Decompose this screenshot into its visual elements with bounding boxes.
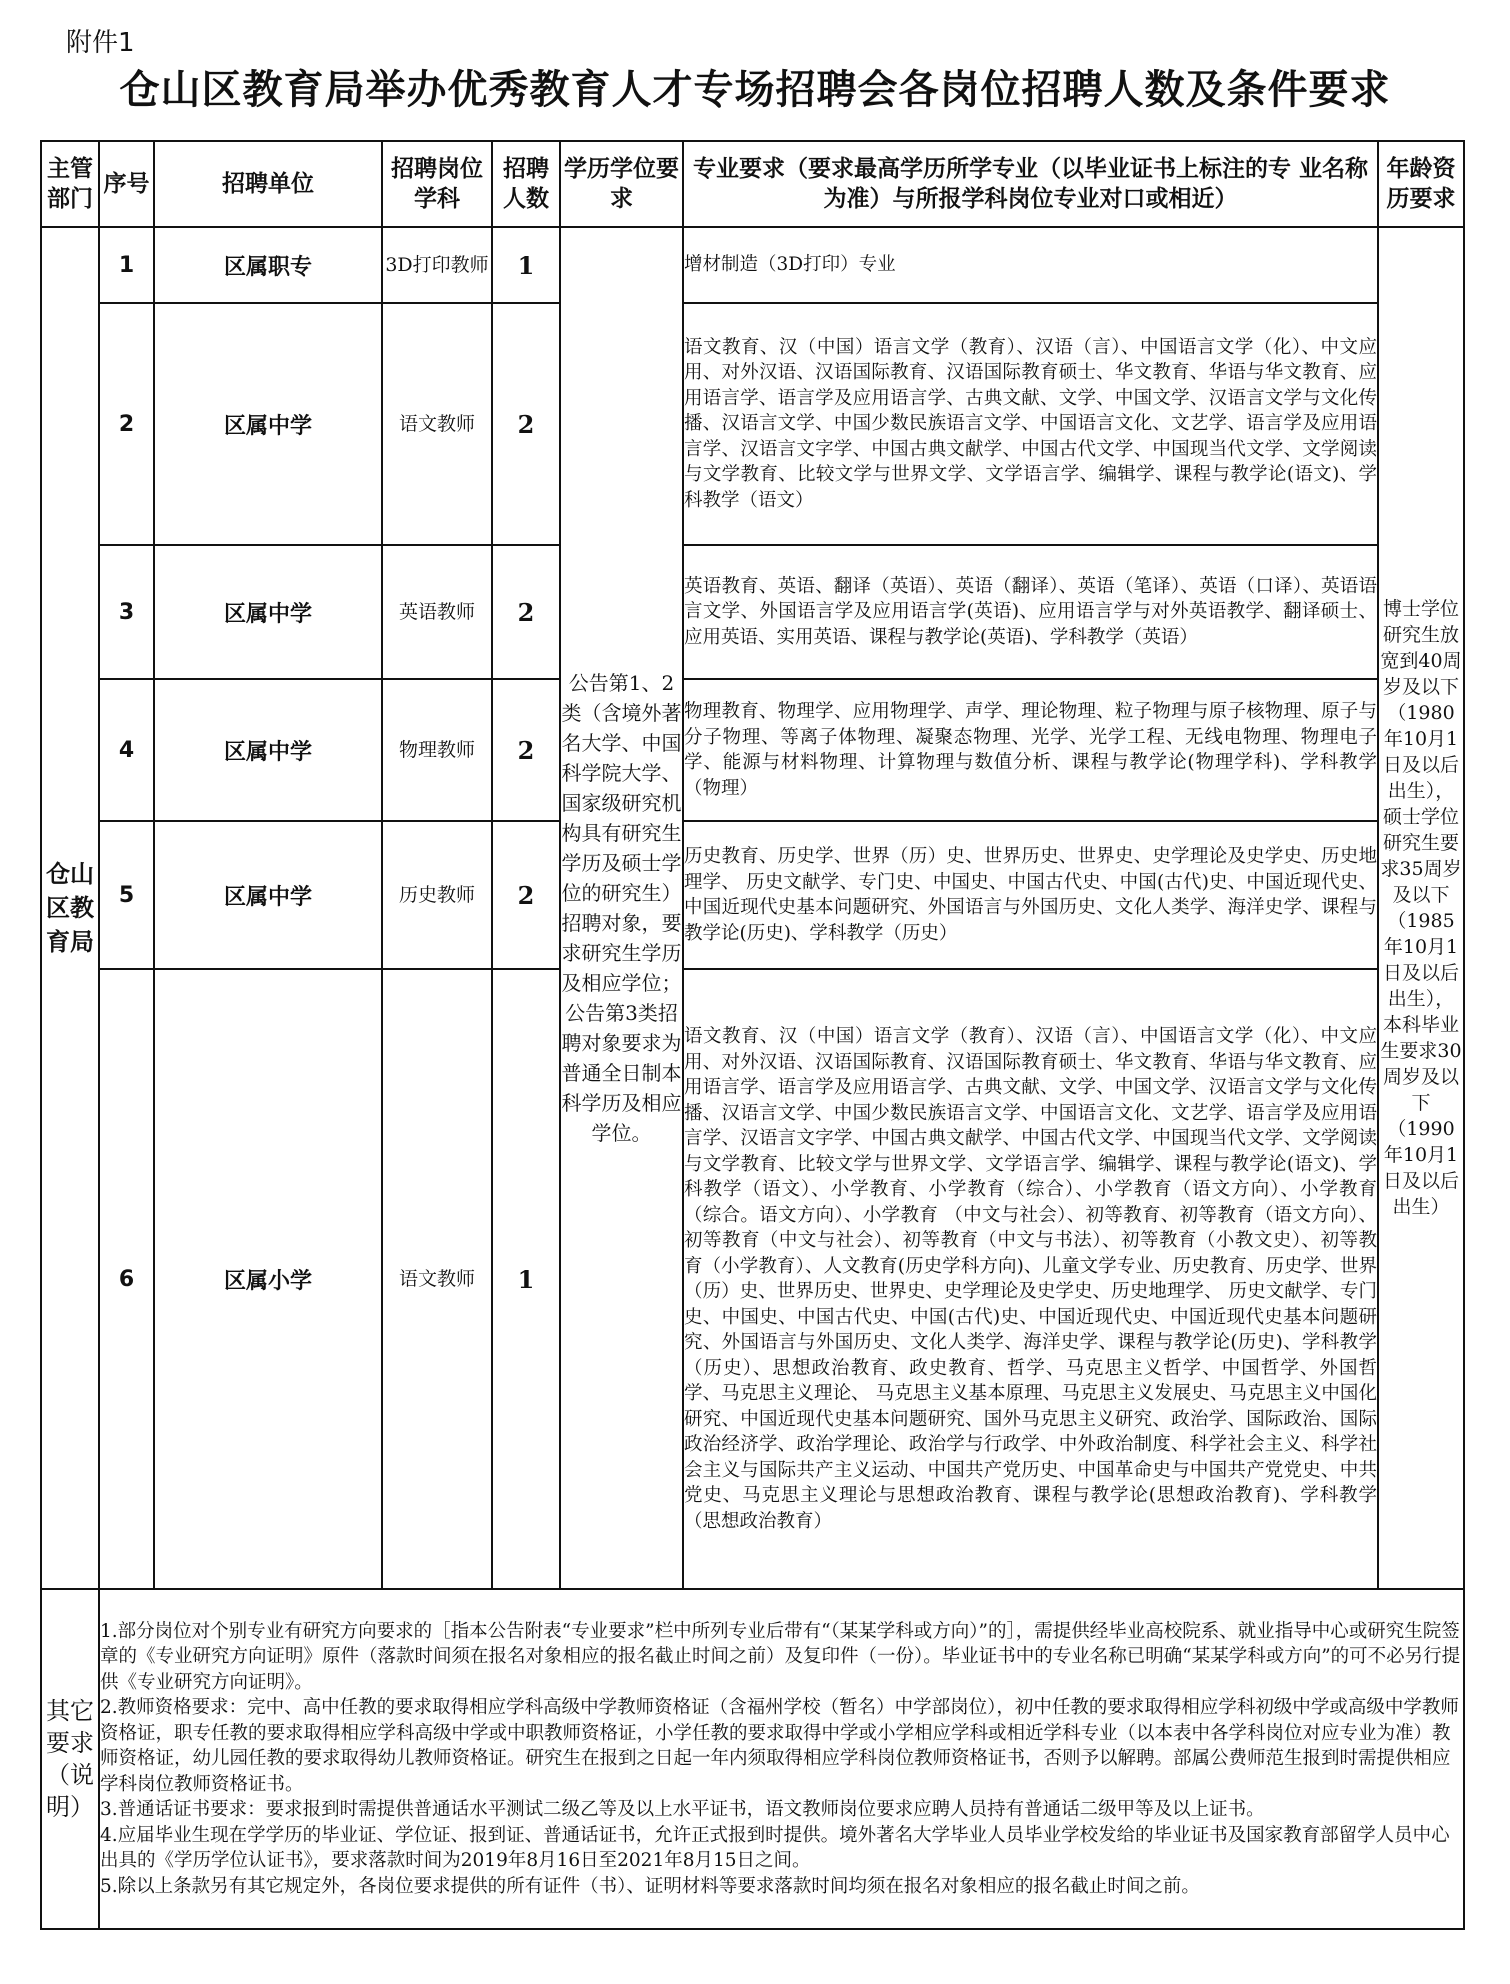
header-subject: 招聘岗位学科: [382, 141, 492, 227]
note-item: 2.教师资格要求：完中、高中任教的要求取得相应学科高级中学教师资格证（含福州学校（暂名）中学部岗位），初中任教的要求取得相应学科初级中学或高级中学教师资格证，职专任教的要求取得相应学科高级中学或中职教师资格证，小学任教的要求取得中学或小学相应学科或相近学科专业（以本表中各学科岗位对应专业为准）教师资格证，幼儿园任教的要求取得幼儿教师资格证。研究生在报到之日起一年内须取得相应学科岗位教师资格证书，否则予以解聘。部属公费师范生报到时需提供相应学科岗位教师资格证书。: [100, 1697, 1459, 1795]
subject-cell: 物理教师: [382, 679, 492, 821]
count-cell: 1: [492, 969, 560, 1589]
major-cell: 增材制造（3D打印）专业: [683, 227, 1378, 303]
table-row: [41, 545, 1464, 679]
unit-cell: 区属职专: [154, 227, 382, 303]
subject-cell: 历史教师: [382, 821, 492, 969]
unit-cell: 区属中学: [154, 821, 382, 969]
seq-cell: 5: [99, 821, 154, 969]
subject-cell: 3D打印教师: [382, 227, 492, 303]
table-row: [41, 227, 1464, 303]
major-cell: 语文教育、汉（中国）语言文学（教育）、汉语（言）、中国语言文学（化）、中文应用、对外汉语、汉语国际教育、汉语国际教育硕士、华文教育、华语与华文教育、应用语言学、语言学及应用语言学、古典文献、文学、中国文学、汉语言文学与文化传播、汉语言文学、中国少数民族语言文学、中国语言文化、文艺学、语言学及应用语言学、汉语言文字学、中国古典文献学、中国古代文学、中国现当代文学、文学阅读与文学教育、比较文学与世界文学、文学语言学、编辑学、课程与教学论(语文)、学科教学（语文）: [683, 303, 1378, 545]
subject-cell: 语文教师: [382, 969, 492, 1589]
subject-cell: 语文教师: [382, 303, 492, 545]
note-item: 4.应届毕业生现在学学历的毕业证、学位证、报到证、普通话证书，允许正式报到时提供。境外著名大学毕业人员毕业学校发给的毕业证书及国家教育部留学人员中心出具的《学历学位认证书》，要求落款时间为2019年8月16日至2021年8月15日之间。: [100, 1824, 1450, 1872]
table-row: [41, 679, 1464, 821]
count-cell: 2: [492, 821, 560, 969]
seq-cell: 6: [99, 969, 154, 1589]
header-major: 专业要求（要求最高学历所学专业（以毕业证书上标注的专 业名称为准）与所报学科岗位专业对口或相近）: [683, 141, 1378, 227]
header-age: 年龄资历要求: [1378, 141, 1464, 227]
notes-label: 其它要求（说明）: [41, 1589, 99, 1929]
unit-cell: 区属中学: [154, 303, 382, 545]
table-row: [41, 821, 1464, 969]
count-cell: 2: [492, 679, 560, 821]
unit-cell: 区属中学: [154, 679, 382, 821]
major-cell: 物理教育、物理学、应用物理学、声学、理论物理、粒子物理与原子核物理、原子与分子物理、等离子体物理、凝聚态物理、光学、光学工程、无线电物理、物理电子学、能源与材料物理、计算物理与数值分析、课程与教学论(物理学科)、学科教学（物理）: [683, 679, 1378, 821]
dept-cell: 仓山区教育局: [41, 227, 99, 1589]
note-item: 5.除以上条款另有其它规定外，各岗位要求提供的所有证件（书）、证明材料等要求落款时间均须在报名对象相应的报名截止时间之前。: [100, 1875, 1200, 1897]
notes-row: [41, 1589, 1464, 1929]
table-header-row: [41, 141, 1464, 227]
education-cell: 公告第1、2类（含境外著名大学、中国科学院大学、国家级研究机构具有研究生学历及硕士学位的研究生）招聘对象，要求研究生学历及相应学位；公告第3类招聘对象要求为普通全日制本科学历及相应学位。: [560, 227, 683, 1589]
note-item: 3.普通话证书要求：要求报到时需提供普通话水平测试二级乙等及以上水平证书，语文教师岗位要求应聘人员持有普通话二级甲等及以上证书。: [100, 1799, 1265, 1821]
count-cell: 1: [492, 227, 560, 303]
major-cell: 语文教育、汉（中国）语言文学（教育）、汉语（言）、中国语言文学（化）、中文应用、对外汉语、汉语国际教育、汉语国际教育硕士、华文教育、华语与华文教育、应用语言学、语言学及应用语言学、古典文献、文学、中国文学、汉语言文学与文化传播、汉语言文学、中国少数民族语言文学、中国语言文化、文艺学、语言学及应用语言学、汉语言文字学、中国古典文献学、中国古代文学、中国现当代文学、文学阅读与文学教育、比较文学与世界文学、文学语言学、编辑学、课程与教学论(语文)、学科教学（语文）、小学教育、小学教育（综合）、小学教育（语文方向）、小学教育（综合。语文方向）、小学教育 （中文与社会）、初等教育、初等教育（语文方向）、初等教育（中文与社会）、初等教育（中文与书法）、初等教育（小教文史）、初等教育（小学教育）、人文教育(历史学科方向)、儿童文学专业、历史教育、历史学、世界（历）史、世界历史、世界史、史学理论及史学史、历史地理学、 历史文献学、专门史、中国史、中国古代史、中国(古代)史、中国近现代史、中国近现代史基本问题研究、外国语言与外国历史、文化人类学、海洋史学、课程与教学论(历史)、学科教学（历史）、思想政治教育、政史教育、哲学、马克思主义哲学、中国哲学、外国哲学、马克思主义理论、 马克思主义基本原理、马克思主义发展史、马克思主义中国化研究、中国近现代史基本问题研究、国外马克思主义研究、政治学、国际政治、国际政治经济学、政治学理论、政治学与行政学、中外政治制度、科学社会主义、科学社会主义与国际共产主义运动、中国共产党历史、中国革命史与中国共产党党史、中共党史、马克思主义理论与思想政治教育、课程与教学论(思想政治教育)、学科教学（思想政治教育）: [683, 969, 1378, 1589]
count-cell: 2: [492, 545, 560, 679]
header-seq: 序号: [99, 141, 154, 227]
major-cell: 英语教育、英语、翻译（英语）、英语（翻译）、英语（笔译）、英语（口译）、英语语言文学、外国语言学及应用语言学(英语)、应用语言学与对外英语教学、翻译硕士、应用英语、实用英语、课程与教学论(英语)、学科教学（英语）: [683, 545, 1378, 679]
age-cell: 博士学位研究生放宽到40周岁及以下（1980年10月1日及以后出生），硕士学位研究生要求35周岁及以下（1985年10月1日及以后出生），本科毕业生要求30周岁及以下（1990年10月1日及以后出生）: [1378, 227, 1464, 1589]
header-unit: 招聘单位: [154, 141, 382, 227]
subject-cell: 英语教师: [382, 545, 492, 679]
unit-cell: 区属中学: [154, 545, 382, 679]
count-cell: 2: [492, 303, 560, 545]
recruitment-table: [40, 140, 1465, 1930]
header-dept: 主管部门: [41, 141, 99, 227]
notes-cell: [99, 1589, 1464, 1929]
unit-cell: 区属小学: [154, 969, 382, 1589]
seq-cell: 1: [99, 227, 154, 303]
major-cell: 历史教育、历史学、世界（历）史、世界历史、世界史、史学理论及史学史、历史地理学、 历史文献学、专门史、中国史、中国古代史、中国(古代)史、中国近现代史、中国近现代史基本问题研究、外国语言与外国历史、文化人类学、海洋史学、课程与教学论(历史)、学科教学（历史）: [683, 821, 1378, 969]
table-row: [41, 303, 1464, 545]
header-education: 学历学位要求: [560, 141, 683, 227]
header-count: 招聘人数: [492, 141, 560, 227]
attachment-label: 附件1: [66, 28, 135, 58]
table-row: [41, 969, 1464, 1589]
seq-cell: 3: [99, 545, 154, 679]
seq-cell: 2: [99, 303, 154, 545]
seq-cell: 4: [99, 679, 154, 821]
page-title: 仓山区教育局举办优秀教育人才专场招聘会各岗位招聘人数及条件要求: [119, 67, 1391, 113]
note-item: 1.部分岗位对个别专业有研究方向要求的［指本公告附表“专业要求”栏中所列专业后带有“（某某学科或方向）”的］，需提供经毕业高校院系、就业指导中心或研究生院签章的《专业研究方向证明》原件（落款时间须在报名对象相应的报名截止时间之前）及复印件（一份）。毕业证书中的专业名称已明确“某某学科或方向”的可不必另行提供《专业研究方向证明》。: [100, 1620, 1461, 1693]
